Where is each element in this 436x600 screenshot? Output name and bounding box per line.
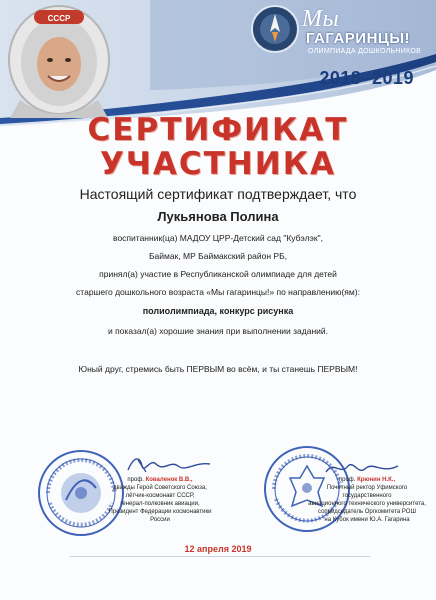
certificate-header	[0, 0, 436, 128]
left-signer-prefix: проф.	[127, 477, 144, 483]
left-signer-line: генерал-полковник авиации,	[120, 501, 200, 507]
right-signer	[304, 476, 430, 524]
result-text: и показал(а) хорошие знания при выполнении заданий.	[107, 326, 329, 336]
logo-subtitle-text: ОЛИМПИАДА ДОШКОЛЬНИКОВ	[308, 48, 422, 55]
bottom-divider	[70, 556, 370, 557]
right-signer-line: на Кубок имени Ю.А. Гагарина	[324, 517, 410, 523]
right-signer-name: Крюнин Н.К.,	[357, 477, 396, 483]
certificate-subtitle: УЧАСТНИКА	[99, 146, 337, 182]
academic-year: 2018–2019	[319, 68, 414, 88]
astronaut-portrait	[0, 0, 118, 118]
certificate-date: 12 апреля 2019	[184, 544, 252, 554]
left-signer-line: дважды Герой Советского Союза,	[113, 485, 207, 491]
confirm-text: Настоящий сертификат подтверждает, что	[79, 186, 357, 202]
participation-text: принял(а) участие в Республиканской олимпиаде для детей	[99, 269, 337, 279]
left-signature	[124, 452, 214, 478]
olympiad-name-text: старшего дошкольного возраста «Мы гагаринцы!» по направлению(ям):	[76, 287, 360, 297]
direction-text: полиолимпиада, конкурс рисунка	[142, 306, 294, 316]
certificate-title: СЕРТИФИКАТ	[87, 112, 349, 148]
right-signer-line: Почётный ректор Уфимского государственного	[326, 485, 408, 499]
motto-text: Юный друг, стремись быть ПЕРВЫМ во всём, и ты станешь ПЕРВЫМ!	[78, 364, 358, 374]
right-signer-line: сопредседатель Оргкомитета РОШ	[318, 509, 416, 515]
left-signer	[104, 476, 216, 524]
left-signer-name: Коваленок В.В.,	[145, 477, 193, 483]
olympiad-logo	[250, 4, 430, 64]
location-text: Баймак, МР Баймакский район РБ,	[148, 251, 288, 261]
right-signer-prefix: проф.	[338, 477, 356, 483]
left-signer-line: Президент Федерации космонавтики России	[108, 509, 212, 523]
logo-my-text: Мы	[302, 6, 340, 32]
right-signer-line: авиационного технического университета,	[308, 501, 426, 507]
left-signer-line: лётчик-космонавт СССР,	[125, 493, 195, 499]
rocket-emblem-icon	[250, 4, 300, 54]
participant-name: Лукьянова Полина	[157, 209, 279, 224]
svg-text:СССР: СССР	[47, 14, 71, 23]
logo-gagarintsy-text: ГАГАРИНЦЫ!	[306, 30, 411, 47]
institution-text: воспитанник(ца) МАДОУ ЦРР-Детский сад "Кубэлэк",	[113, 233, 323, 243]
